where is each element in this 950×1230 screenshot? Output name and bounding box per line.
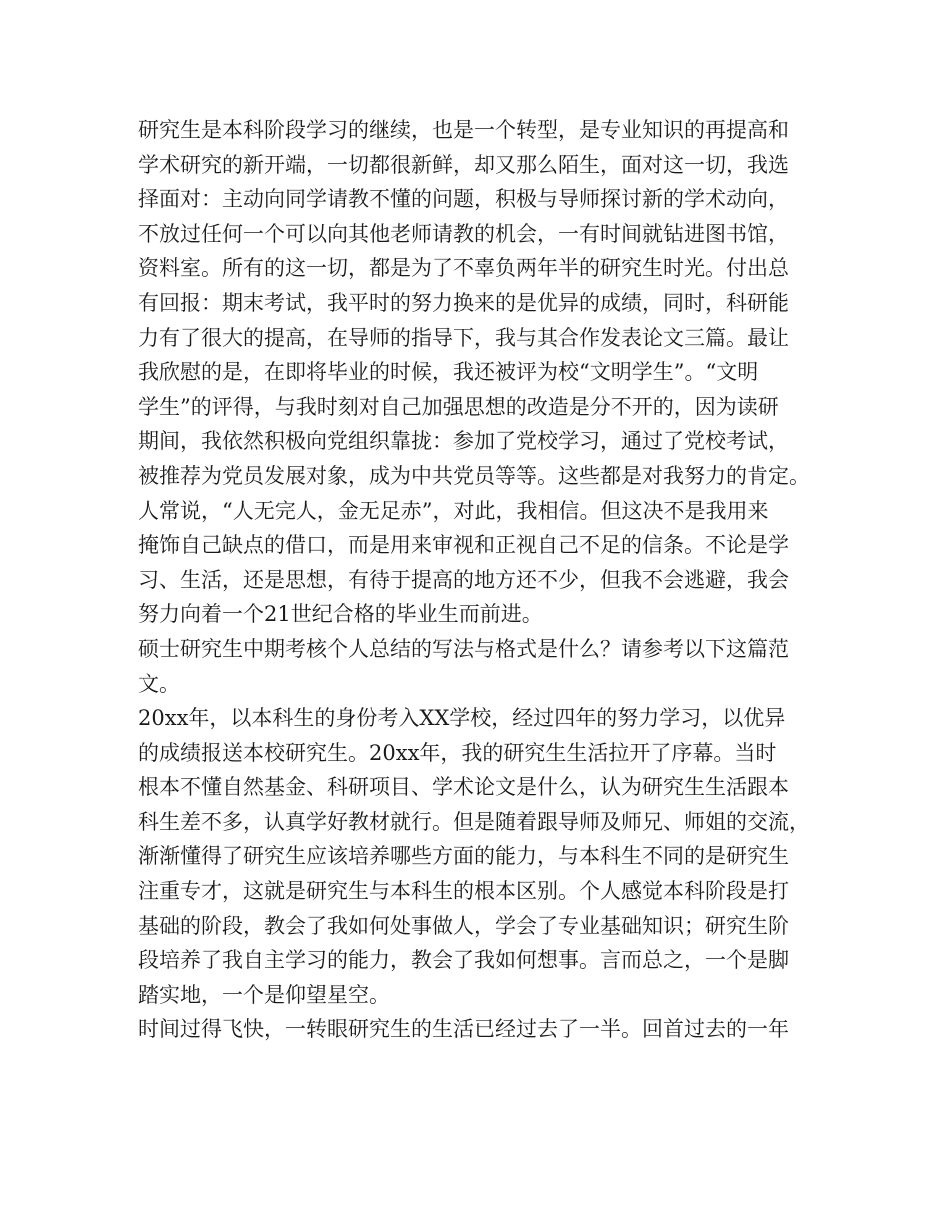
text-line: 有回报：期末考试，我平时的努力换来的是优异的成绩，同时，科研能 bbox=[138, 290, 789, 315]
text-line: 的成绩报送本校研究生。20xx年，我的研究生生活拉开了序幕。当时 bbox=[138, 740, 777, 765]
text-line: 文。 bbox=[138, 671, 180, 696]
text-line: 力有了很大的提高，在导师的指导下，我与其合作发表论文三篇。最让 bbox=[138, 325, 789, 350]
text-line: 努力向着一个21世纪合格的毕业生而前进。 bbox=[138, 602, 543, 627]
text-line: 硕士研究生中期考核个人总结的写法与格式是什么？请参考以下这篇范 bbox=[138, 636, 789, 661]
document-body bbox=[138, 113, 818, 1047]
text-line: 择面对：主动向同学请教不懂的问题，积极与导师探讨新的学术动向， bbox=[138, 187, 789, 212]
text-line: 学术研究的新开端，一切都很新鲜，却又那么陌生，面对这一切，我选 bbox=[138, 152, 789, 177]
text-line: 段培养了我自主学习的能力，教会了我如何想事。言而总之，一个是脚 bbox=[138, 948, 789, 973]
text-line: 资料室。所有的这一切，都是为了不辜负两年半的研究生时光。付出总 bbox=[138, 256, 789, 281]
text-line: 不放过任何一个可以向其他老师请教的机会，一有时间就钻进图书馆， bbox=[138, 221, 789, 246]
text-line: 被推荐为党员发展对象，成为中共党员等等。这些都是对我努力的肯定。 bbox=[138, 463, 810, 488]
text-line: 渐渐懂得了研究生应该培养哪些方面的能力，与本科生不同的是研究生 bbox=[138, 844, 789, 869]
text-line: 20xx年，以本科生的身份考入XX学校，经过四年的努力学习，以优异 bbox=[138, 706, 786, 731]
text-line: 踏实地，一个是仰望星空。 bbox=[138, 982, 390, 1007]
text-line: 掩饰自己缺点的借口，而是用来审视和正视自己不足的信条。不论是学 bbox=[138, 533, 789, 558]
text-line: 人常说，“人无完人，金无足赤”，对此，我相信。但这决不是我用来 bbox=[138, 498, 769, 523]
text-line: 注重专才，这就是研究生与本科生的根本区别。个人感觉本科阶段是打 bbox=[138, 879, 789, 904]
text-line: 学生”的评得，与我时刻对自己加强思想的改造是分不开的，因为读研 bbox=[138, 394, 779, 419]
text-line: 我欣慰的是，在即将毕业的时候，我还被评为校“文明学生”。“文明 bbox=[138, 360, 759, 385]
text-line: 科生差不多，认真学好教材就行。但是随着跟导师及师兄、师姐的交流， bbox=[138, 809, 810, 834]
text-line: 研究生是本科阶段学习的继续，也是一个转型，是专业知识的再提高和 bbox=[138, 118, 789, 142]
text-line: 习、生活，还是思想，有待于提高的地方还不少，但我不会逃避，我会 bbox=[138, 567, 789, 592]
text-line: 时间过得飞快，一转眼研究生的生活已经过去了一半。回首过去的一年 bbox=[138, 1017, 789, 1042]
text-line: 基础的阶段，教会了我如何处事做人，学会了专业基础知识；研究生阶 bbox=[138, 913, 789, 938]
text-line: 期间，我依然积极向党组织靠拢：参加了党校学习，通过了党校考试， bbox=[138, 429, 789, 454]
text-line: 根本不懂自然基金、科研项目、学术论文是什么，认为研究生生活跟本 bbox=[138, 775, 789, 800]
